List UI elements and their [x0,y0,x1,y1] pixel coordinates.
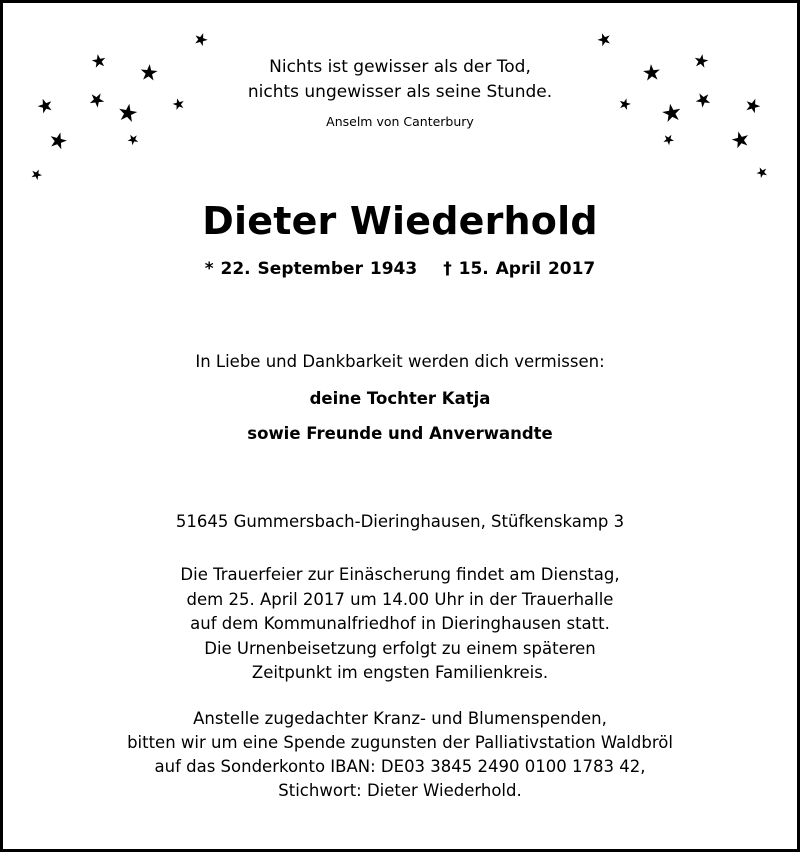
mourner-daughter: deine Tochter Katja [309,389,491,408]
donation-line: Stichwort: Dieter Wiederhold. [278,781,522,800]
ceremony-text [0,563,800,686]
ceremony-line: Die Trauerfeier zur Einäscherung findet am Dienstag, [180,565,620,584]
star-icon: ★ [123,129,143,151]
life-dates [0,259,800,279]
star-icon: ★ [740,92,765,120]
ceremony-line: auf dem Kommunalfriedhof in Dieringhausen statt. [190,614,610,633]
star-icon: ★ [33,92,58,120]
quote-line: Nichts ist gewisser als der Tod, [269,57,531,77]
mourner-others: sowie Freunde und Anverwandte [247,424,553,443]
quote-author: Anselm von Canterbury [326,114,474,129]
death-date: † 15. April 2017 [443,259,596,279]
star-icon: ★ [727,125,754,156]
star-icon: ★ [45,126,71,157]
star-icon: ★ [83,86,110,114]
deceased-name: Dieter Wiederhold [202,199,598,243]
star-icon: ★ [89,49,109,74]
star-icon: ★ [137,60,160,87]
star-icon: ★ [27,165,46,185]
birth-date: * 22. September 1943 [204,259,418,279]
donation-line: auf das Sonderkonto IBAN: DE03 3845 2490 0100 1783 42, [154,757,646,776]
ceremony-line: Zeitpunkt im engsten Familienkreis. [251,663,549,682]
donation-text [0,707,800,803]
ceremony-line: dem 25. April 2017 um 14.00 Uhr in der Trauerhalle [186,589,614,609]
quote-line: nichts ungewisser als seine Stunde. [247,82,553,102]
address: 51645 Gummersbach-Dieringhausen, Stüfkenskamp 3 [175,512,625,531]
quote [0,55,800,105]
donation-line: Anstelle zugedachter Kranz- und Blumenspenden, [193,709,607,728]
mourners-intro: In Liebe und Dankbarkeit werden dich vermissen: [195,352,605,371]
donation-line: bitten wir um eine Spende zugunsten der Palliativstation Waldbröl [127,733,673,752]
star-icon: ★ [114,97,141,129]
star-icon: ★ [753,163,772,183]
star-icon: ★ [169,93,188,115]
star-icon: ★ [690,86,717,114]
star-icon: ★ [190,28,212,53]
star-icon: ★ [593,28,616,53]
star-icon: ★ [658,97,685,129]
ceremony-line: Die Urnenbeisetzung erfolgt zu einem späteren [204,638,596,658]
star-icon: ★ [691,49,711,74]
star-icon: ★ [616,93,634,115]
star-icon: ★ [640,60,663,87]
star-icon: ★ [658,129,678,151]
